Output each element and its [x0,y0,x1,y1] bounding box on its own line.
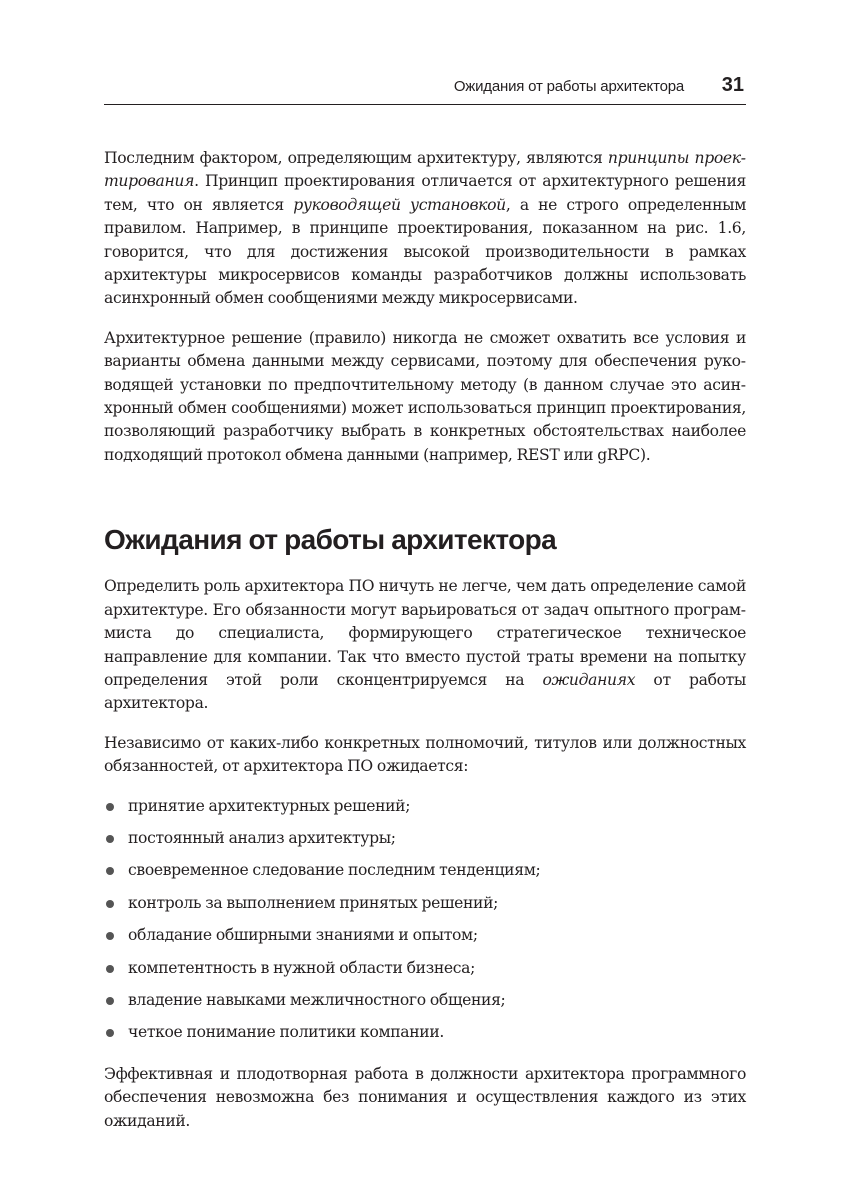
paragraph-architect-role [104,575,746,715]
running-head-chapter-title: Ожидания от работы архитектора [453,78,684,95]
bullet-icon [106,803,114,811]
section-heading: Ожидания от работы архитектора [104,524,557,556]
page-number: 31 [721,74,744,96]
list-item-text: постоянный анализ архитектуры; [128,828,396,847]
text-run: от работы архитектора. [104,670,746,713]
list-item [104,892,746,915]
bullet-icon [106,965,114,973]
emphasis-guiding-principle: руководящей установкой [293,195,506,214]
expectations-list [104,795,746,1045]
list-item-text: четкое понимание политики компании. [128,1023,444,1042]
bullet-icon [106,900,114,908]
list-item-text: компетентность в нужной области бизнеса; [128,958,476,977]
page-body [104,147,746,1149]
paragraph-architecture-decision: Архитектурное решение (правило) никогда не сможет охватить все условия и варианты обмена данными между сервисами, поэтому для обеспечения руководящей установки по предпочтительному методу (в данном случае это асинхронный обмен сообщениями) может использоваться принцип проектирования, позволяющий разработчику выбрать в конкретных обстоятельствах наиболее подходящий протокол обмена данными (например, REST или gRPC). [104,328,746,464]
list-item-text: принятие архитектурных решений; [128,796,411,815]
list-item [104,1021,746,1044]
paragraph-design-principles [104,147,746,311]
list-item [104,957,746,980]
list-item [104,859,746,882]
bullet-icon [106,835,114,843]
bullet-icon [106,932,114,940]
text-run: . Принцип проектирования отличается от архитектурного решения тем, что он является [104,172,746,214]
text-run: , а не строго определенным правилом. Например, в принципе проектирования, показанном на рис. 1.6, говорится, что для достижения высокой производительности в рамках архитектуры микросервисов команды разработчиков должны использовать асинхронный обмен сообщениями между микросервисами. [104,195,746,308]
list-item [104,827,746,850]
bullet-icon [106,997,114,1005]
list-item [104,795,746,818]
list-item [104,989,746,1012]
paragraph-conclusion: Эффективная и плодотворная работа в должности архитектора программного обеспечения невозможна без понимания и осуществления каждого из этих ожиданий. [104,1064,746,1130]
emphasis-expectations: ожиданиях [542,670,636,689]
paragraph-expectations-intro: Независимо от каких-либо конкретных полномочий, титулов или должностных обязанностей, от архитектора ПО ожидается: [104,733,746,776]
list-item-text: своевременное следование последним тенденциям; [128,861,541,880]
text-run: Последним фактором, определяющим архитектуру, являются [104,149,608,167]
text-run: Определить роль архитектора ПО ничуть не легче, чем дать определение самой архитектуре. Его обязанности могут варьироваться от задач опытного программиста до специалиста, формирующего стратегическое техническое направление для компании. Так что вместо пустой траты времени на попытку определения этой роли сконцентрируемся на [104,577,746,689]
bullet-icon [106,867,114,875]
list-item [104,924,746,947]
list-item-text: владение навыками межличностного общения; [128,990,506,1009]
emphasis-design-principles: принципы проектирования [104,149,746,191]
list-item-text: контроль за выполнением принятых решений; [128,893,499,912]
list-item-text: обладание обширными знаниями и опытом; [128,926,478,945]
running-head [104,74,746,105]
bullet-icon [106,1029,114,1037]
